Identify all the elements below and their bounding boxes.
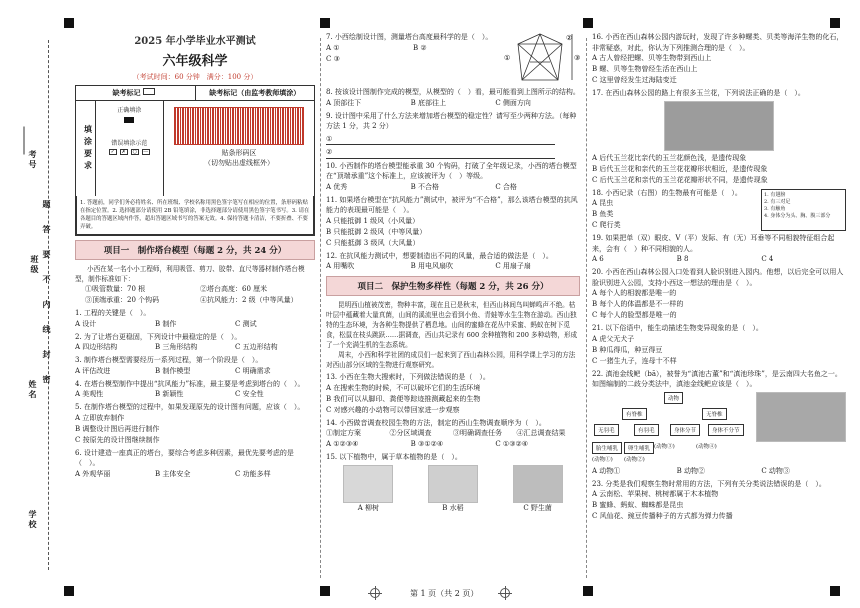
option[interactable]: A 外观华丽 [75,469,111,478]
tree-node: 有羽毛 [634,424,659,436]
option[interactable]: C 这里曾经发生过海陆变迁 [592,76,677,84]
question-8-options [326,98,580,109]
option[interactable]: B 制作 [155,319,177,328]
option[interactable]: B 蜜蜂、蚂蚁、蜘蛛都是昆虫 [592,501,684,509]
question-16-options [592,53,846,86]
option[interactable]: B 每个人的体温都是不一样的 [592,300,684,308]
column-separator [320,38,321,578]
option[interactable]: B 调整设计图后再进行制作 [75,424,160,433]
option[interactable]: A 虎父无犬子 [592,334,635,343]
option[interactable]: A 设计 [75,319,97,328]
question-20: 20. 小西在西山森林公园入口处看到人脸识别进入园内。他想，以后完全可以用人脸识别进入公园，支持小西这一想法的理由是（ ）。 [592,268,844,287]
column-2 [326,30,580,585]
option[interactable]: A 顶部往下 [326,98,362,107]
magnolia-image [664,101,774,151]
exam-time: （考试时间：60 分钟 满分：100 分） [132,73,258,81]
option[interactable]: B 新颖性 [155,390,184,398]
wrong-fill-label: 错误填涂示范 [111,140,148,147]
option[interactable]: C 每个人的脸型都是唯一的 [592,311,677,319]
option[interactable]: C 功能多样 [235,469,271,478]
exam-notes: 1. 答题前，同学们务必将姓名、所在班级、学校名称用黑色签字笔写在相应的位置，条形码粘贴在指定位置。2. 选择题部分请使用 2B 铅笔填涂，非选择题部分请使用黑色签字笔书写。3. 请在各题目的答题区域内作答，超出答题区域书写的答案无效。4. 保持答题卡清洁，不要折叠、不要弄破。 [76,196,314,235]
option[interactable]: C 五边形结构 [235,343,278,351]
option[interactable]: A 昆虫 [592,199,614,207]
question-7: 7. 小西绘制设计图，测量塔台高度最科学的是（ ）。 [326,33,493,41]
section-1-intro: 小西在某一名小小工程师，利用吸管、剪刀、胶带、直尺等器材制作塔台模型，制作标准如下： [75,265,305,283]
diagram-label-1: ① [504,54,511,62]
tree-label: (动物④) [696,443,717,450]
dashed-word: 密 [42,375,52,385]
option[interactable]: B 用电风扇吹 [410,262,454,270]
answer-line-1[interactable]: ① [326,134,555,146]
tree-label: (动物①) [592,456,613,463]
option[interactable]: C 爬行类 [592,221,621,229]
dashed-word: 内 [42,300,52,310]
question-18-options [592,198,761,231]
question-11: 11. 如果塔台模型在“抗风能力”测试中，被评为“不合格”，那么该塔台模型的抗风能力的表现最可能是（ ）。 [326,195,578,214]
tree-node: 有脊椎 [622,408,647,420]
subject-title: 六年级科学 [162,54,228,69]
diagram-label-2: ② [566,34,573,42]
option[interactable]: C 对感兴趣的小动物可以带回家进一步观察 [326,405,460,414]
observation-note: 1. 有翅膀 2. 有三对足 3. 有触角 4. 身体分为头、胸、腹三部分 [761,189,846,232]
question-2: 2. 为了让塔台更稳固，下列设计中最稳定的是（ ）。 [75,332,242,341]
question-16: 16. 小西在西山森林公园内游玩时，发现了许多种螺类、贝类等海洋生物的化石，非常疑惑，对此，你认为下列推测合理的是（ ）。 [592,33,844,52]
question-12: 12. 在抗风能力测试中，想要制造出不同的风量，最合适的做法是（ ）。 [326,251,553,260]
barcode-note: （切勿贴出虚线框外） [204,159,274,167]
registration-mark [830,18,840,28]
option[interactable]: C 侧面方向 [495,98,531,107]
option[interactable]: C 只能抵御 3 级风（大风量） [326,238,420,247]
question-1-options [75,319,315,330]
option[interactable]: A 柳树 [357,503,379,512]
question-23: 23. 分类是我们观察生物时常用的方法，下列有关分类说法错误的是（ ）。 [592,479,826,488]
option[interactable]: A ① [326,43,340,52]
tree-node: 胎生哺乳 [592,442,622,454]
absent-mark-box[interactable] [143,88,155,95]
column-1 [75,30,315,585]
question-15: 15. 以下植物中，属于草本植物的是（ ）。 [326,453,462,461]
question-15-images [326,465,580,513]
section-1-title: 项目一 制作塔台模型（每题 2 分，共 24 分） [75,240,315,260]
option[interactable]: B 我们可以从脚印、粪便等踪迹推测藏起来的生物 [326,394,481,403]
question-21: 21. 以下俗语中，能生动描述生物变异现象的是（ ）。 [592,324,763,332]
classification-area [592,392,846,466]
question-4: 4. 在塔台模型制作中提出“抗风能力”标准，最主要是考虑到塔台的（ ）。 [75,379,305,388]
question-5-options [75,413,315,446]
question-14-steps: ①制定方案 ②分区域调查 ③明确调查任务 ④汇总调查结果 [326,429,566,437]
option[interactable]: A 每个人的相貌都是唯一的 [592,289,677,297]
option[interactable]: A 用嘴吹 [326,262,355,270]
mushroom-image [513,465,563,503]
option[interactable]: B ③①②④ [410,440,444,448]
crosshair-icon [500,588,510,598]
tower-diagram [500,30,580,85]
question-18: 18. 小西记录（右图）的生物最有可能是（ ）。 [592,188,742,197]
barcode-image [174,107,304,145]
barcode-area [164,101,314,196]
option[interactable]: B 种瓜得瓜，种豆得豆 [592,345,663,354]
question-4-options [75,389,315,400]
answer-line-2[interactable]: ② [326,147,555,159]
option[interactable]: B 只能抵御 2 级风（中等风量） [326,227,427,236]
question-10-options [326,182,580,193]
tree-node: 身体分节 [670,424,700,436]
tree-label: (动物③) [654,443,675,450]
registration-mark [320,586,330,596]
dichotomous-key [592,392,752,466]
option[interactable]: C 动物③ [761,466,790,475]
question-13: 13. 小西在生物大搜索时，下列做法错误的是（ ）。 [326,373,490,381]
diagram-label-3: ③ [574,54,580,62]
option[interactable]: B 螺、贝等生物曾经生活在西山上 [592,65,698,73]
option[interactable]: C 一猪生九子，连母十不样 [592,356,677,365]
question-1: 1. 工程的关键是（ ）。 [75,309,151,317]
wrong-fill-samples: ✓ ✗ ○ — [110,149,149,155]
option[interactable]: A 后代玉兰花比亲代的玉兰花颜色浅，是遗传现象 [592,153,747,162]
option[interactable]: A 立即放弃制作 [75,413,125,422]
question-5: 5. 在制作塔台模型的过程中，如果发现原先的设计图有问题，应该（ ）。 [75,403,305,411]
column-separator [586,38,587,578]
dashed-word: 不 [42,275,52,285]
option[interactable]: C 野生菌 [523,503,552,512]
question-11-options [326,216,580,249]
option[interactable]: A 评估改进 [75,366,111,375]
question-10: 10. 小西制作的塔台模型能承重 30 个钩码，打破了全年级记录，小西的塔台模型在“顶端承重”这个标准上，应该被评为（ ）等级。 [326,161,577,180]
section-2-intro-2: 周末，小西和科学社团的成员们一起来到了西山森林公园，用科学课上学习的方法对西山部分区域的生物进行观察研究。 [326,351,576,369]
tree-node: 无羽毛 [594,424,619,436]
option[interactable]: C 安全性 [235,390,264,398]
section-2-title: 项目二 保护生物多样性（每题 2 分，共 26 分） [326,276,580,296]
dashed-word: 要 [42,250,52,260]
section-2-intro: 昆明西山植被茂密，物种丰富，现在且已是秋末，但西山林间鸟叫蝉鸣声不绝。枯叶层中蕴藏着大量真菌，山间的溪流里也会看到小鱼、青蛙等水生生物在游动。西山独特的生态环境，为各种生物提供了栖息地。山间的蜜蜂在花丛中采蜜、蚂蚁在树下觅食，松鼠在枝头跳跃……据调查，西山共记录有 600 余种植物和 200 多种动物，形成了一个充满生机的生态系统。 [326,301,578,349]
option[interactable]: A 在搜索生物的时候，不可以破坏它们的生活环境 [326,383,481,392]
registration-mark [583,586,593,596]
tree-node: 无脊椎 [702,408,727,420]
registration-mark [320,18,330,28]
dashed-word: 封 [42,350,52,360]
correct-fill-sample [124,117,134,123]
question-8: 8. 按该设计图制作完成的模型，从模型的（ ）看，最可能看到上图所示的结构。 [326,88,580,96]
spec-list: ①吸管数量：70 根 ②塔台高度：60 厘米 ③顶端承重：20 个钩码 ④抗风能力：2 级（中等风量） [85,285,298,304]
fill-demo [96,101,164,196]
option[interactable]: B 后代玉兰花和亲代的玉兰花花瓣形状相近，是遗传现象 [592,164,768,173]
fill-requirements-label: 填涂要求 [76,101,96,196]
page-number: 第 1 页（共 2 页） [410,589,479,598]
barcode-label: 贴条形码区 [221,149,257,157]
option[interactable]: B 8 [676,255,689,263]
option[interactable]: C ③ [326,54,340,63]
question-12-options [326,261,580,272]
option[interactable]: C 后代玉兰花和亲代的玉兰花花瓣形状不同，是遗传现象 [592,175,768,184]
option[interactable]: C ①③②④ [495,440,529,448]
option[interactable]: A 优秀 [326,182,348,191]
option[interactable]: C 明确需求 [235,366,271,375]
registration-mark [830,586,840,596]
option[interactable]: A 6 [592,255,604,263]
golden-line-barbel-image [756,392,846,442]
question-7-options [326,43,500,65]
option[interactable]: C 按原先的设计图继续制作 [75,435,160,444]
option[interactable]: B 动物② [676,466,706,475]
option[interactable]: A 只能抵御 1 级风（小风量） [326,216,420,225]
option[interactable]: C 测试 [235,319,257,328]
question-14: 14. 小西做音调查校园生物的方法，制定的西山生物调查顺序为（ ）。 [326,418,546,427]
rice-image [428,465,478,503]
question-6-options [75,469,315,480]
option[interactable]: B 三角形结构 [155,343,198,351]
question-21-options [592,334,846,367]
question-6: 6. 设计建造一座真正的塔台，要综合考虑多种因素，最优先要考虑的是（ ）。 [75,448,294,467]
option[interactable]: B ② [413,43,427,52]
question-13-options [326,383,580,416]
option[interactable]: C 合格 [495,182,517,191]
willow-image [343,465,393,503]
option[interactable]: A 古人曾经把螺、贝等生物带到西山上 [592,54,712,62]
exam-title: 2025 年小学毕业水平测试 [134,36,256,47]
answer-sheet-header [75,85,315,236]
question-20-options [592,288,846,321]
question-22-options [592,466,846,477]
question-17-options [592,153,846,186]
question-19-options [592,254,846,265]
option[interactable]: A 美观性 [75,390,104,398]
question-19: 19. 如果把单（双）眼皮、V（平）发际、有（无）耳垂等不同相貌特征组合起来，会有（ ）种不同相貌的人。 [592,234,835,253]
question-17: 17. 在西山森林公园的路上有很多玉兰花，下列说法正确的是（ ）。 [592,89,805,97]
option[interactable]: B 制作模型 [155,366,191,375]
option[interactable]: A 云南松、苹果树、桃树都属于木本植物 [592,490,719,498]
question-3: 3. 制作塔台模型需要经历一系列过程，第一个阶段是（ ）。 [75,356,263,364]
crosshair-icon [370,588,380,598]
option[interactable]: B 底部往上 [410,98,447,107]
tree-node: 身体不分节 [708,424,744,436]
option[interactable]: A 动物① [592,466,621,475]
dashed-word: 题 [42,200,52,210]
option[interactable]: B 水稻 [442,503,464,512]
question-2-options [75,342,315,353]
question-3-options [75,366,315,377]
registration-mark [583,18,593,28]
tree-label: (动物②) [624,456,645,463]
dashed-word: 答 [42,225,52,235]
sidebar-label-class: 班级 [30,255,40,275]
option[interactable]: C 风仙花、豌豆传播种子的方式都为弹力传播 [592,512,733,520]
question-23-options [592,489,846,522]
option[interactable]: B 主体安全 [155,469,191,478]
sidebar-label-name: 姓名 [28,380,38,400]
dashed-word: 线 [42,325,52,335]
binding-strip [0,0,70,608]
option[interactable]: B 不合格 [410,182,440,191]
option[interactable]: A ①②③④ [326,440,359,448]
correct-fill-label: 正确填涂 [117,107,142,114]
option[interactable]: A 四边形结构 [75,343,118,351]
absent-mark-note: 缺考标记（由监考教师填涂） [195,86,315,100]
option[interactable]: C 用扇子扇 [495,262,531,270]
sidebar-label-school: 学校 [28,510,38,530]
column-3 [592,30,846,585]
absent-mark-label: 缺考标记 [76,86,195,100]
question-22: 22. 滇池金线鲃（bā），被誉为“滇池古董”和“滇池珍珠”，是云南四大名鱼之一。如图编制的二歧分类法中，滇池金线鲃应该是（ ）。 [592,369,842,388]
exam-no-blank[interactable] [24,127,25,155]
question-14-options [326,439,580,450]
option[interactable]: C 4 [761,255,774,263]
sidebar-label-exam-no: 考号 [28,150,38,170]
tree-root: 动物 [664,392,683,404]
tree-node: 卵生哺乳 [624,442,654,454]
question-9: 9. 设计图中采用了什么方法来增加塔台模型的稳定性？请写至少两种方法。（每种方法 1 分，共 2 分） [326,111,577,130]
option[interactable]: B 鱼类 [592,210,614,218]
